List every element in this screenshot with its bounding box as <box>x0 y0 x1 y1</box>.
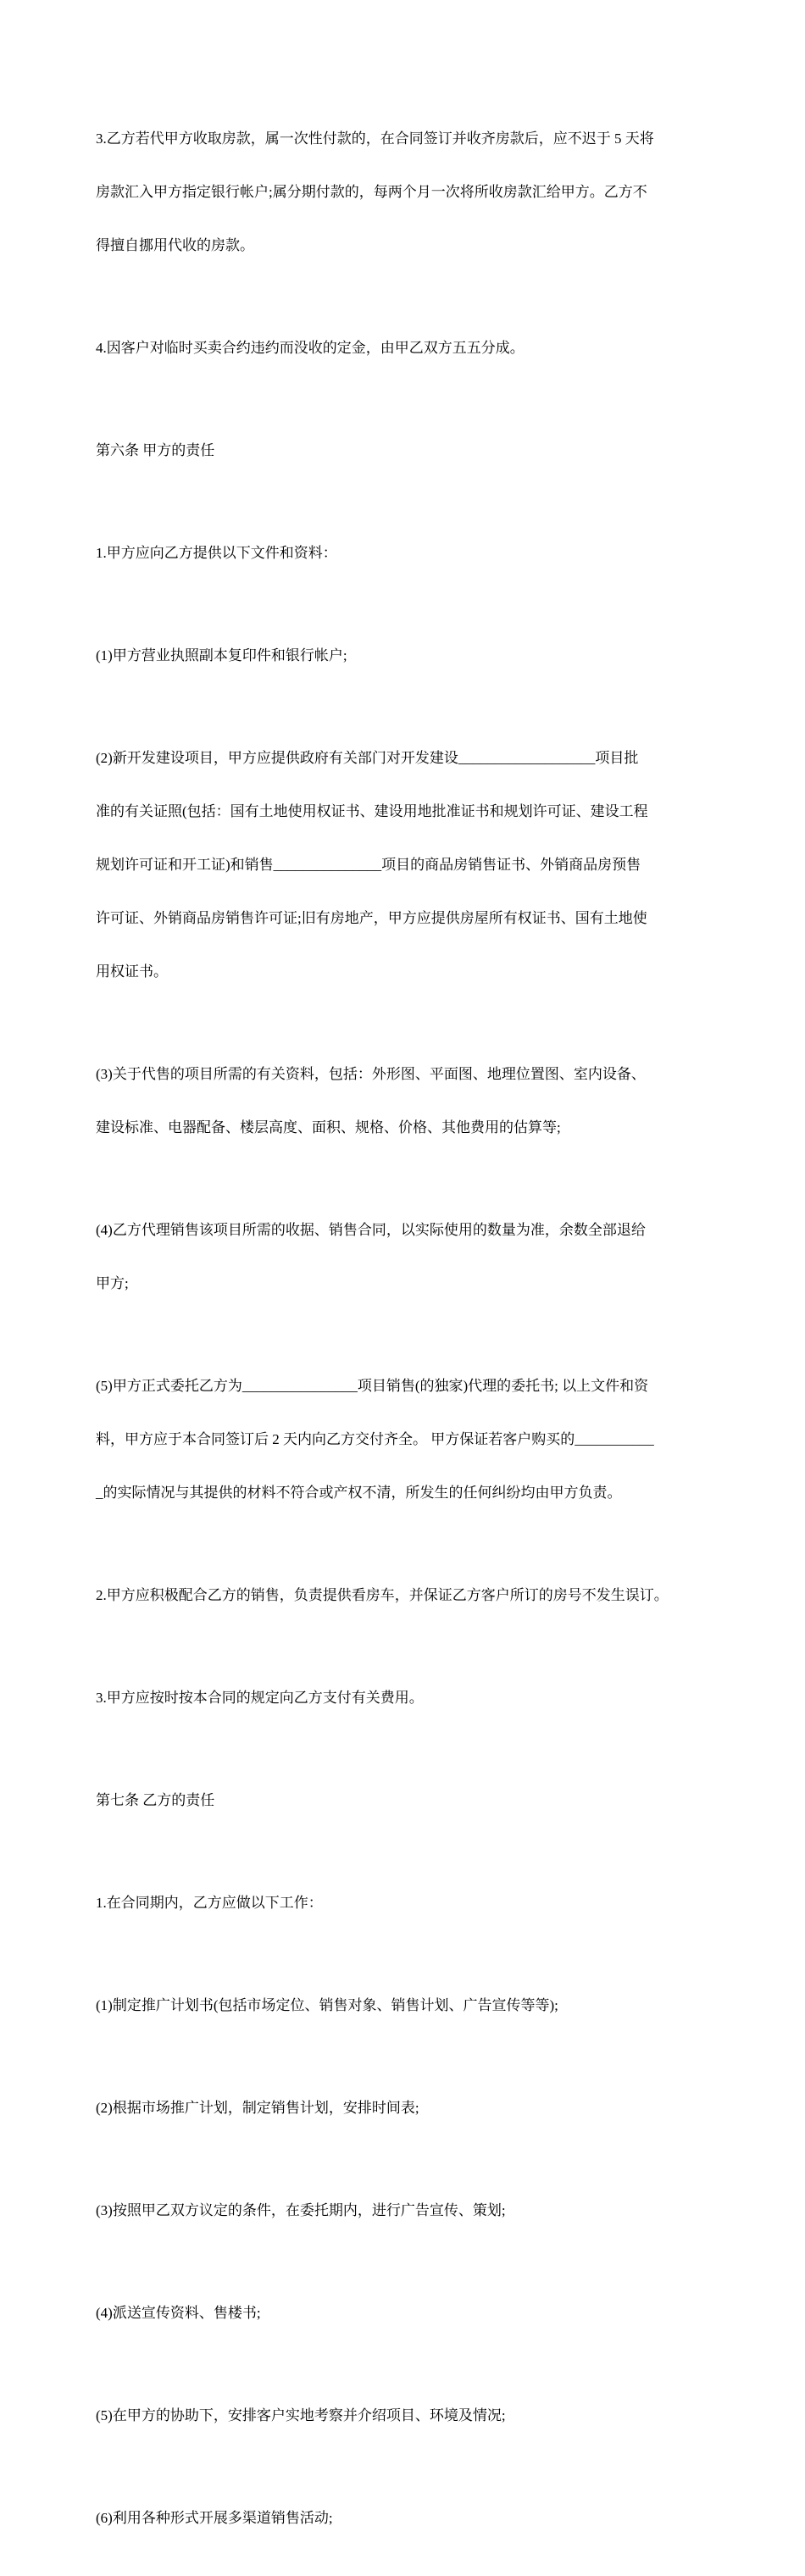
clause-para-7 <box>96 1030 723 1172</box>
clause-para-13 <box>96 1858 723 1947</box>
document-page <box>96 94 723 2576</box>
text-line: 规划许可证和开工证)和销售_______________项目的商品房销售证书、外销商品房预售 <box>96 857 641 873</box>
text-line: 料，甲方应于本合同签订后 2 天内向乙方交付齐全。 甲方保证若客户购买的___________ <box>96 1431 654 1447</box>
text-line: 甲方; <box>96 1275 129 1291</box>
text-line: (3)关于代售的项目所需的有关资料，包括：外形图、平面图、地理位置图、室内设备、 <box>96 1066 646 1082</box>
clause-para-15 <box>96 2063 723 2152</box>
text-line: (3)按照甲乙双方议定的条件，在委托期内，进行广告宣传、策划; <box>96 2202 506 2218</box>
clause-para-8 <box>96 1185 723 1328</box>
text-line: 房款汇入甲方指定银行帐户;属分期付款的，每两个月一次将所收房款汇给甲方。乙方不 <box>96 184 647 200</box>
text-line: 建设标准、电器配备、楼层高度、面积、规格、价格、其他费用的估算等; <box>96 1119 561 1135</box>
text-line: 4.因客户对临时买卖合约违约而没收的定金，由甲乙双方五五分成。 <box>96 340 525 356</box>
text-line: 1.在合同期内，乙方应做以下工作： <box>96 1895 323 1911</box>
clause-para-5 <box>96 611 723 700</box>
clause-para-19 <box>96 2473 723 2562</box>
section-heading-6 <box>96 406 723 495</box>
clause-para-1 <box>96 94 723 290</box>
text-line: 第七条 乙方的责任 <box>96 1792 215 1808</box>
clause-para-10 <box>96 1551 723 1640</box>
section-heading-7 <box>96 1756 723 1845</box>
clause-para-2 <box>96 303 723 392</box>
text-line: _的实际情况与其提供的材料不符合或产权不清，所发生的任何纠纷均由甲方负责。 <box>96 1485 622 1501</box>
text-line: 2.甲方应积极配合乙方的销售，负责提供看房车，并保证乙方客户所订的房号不发生误订。 <box>96 1587 669 1603</box>
clause-para-18 <box>96 2371 723 2460</box>
text-line: (5)在甲方的协助下，安排客户实地考察并介绍项目、环境及情况; <box>96 2407 506 2423</box>
text-line: (2)根据市场推广计划，制定销售计划，安排时间表; <box>96 2100 419 2116</box>
clause-para-4 <box>96 508 723 597</box>
text-line: (1)制定推广计划书(包括市场定位、销售对象、销售计划、广告宣传等等); <box>96 1997 558 2013</box>
text-line: 3.乙方若代甲方收取房款，属一次性付款的，在合同签订并收齐房款后，应不迟于 5 天将 <box>96 130 654 147</box>
clause-para-11 <box>96 1653 723 1742</box>
clause-para-9 <box>96 1341 723 1537</box>
text-line: (1)甲方营业执照副本复印件和银行帐户; <box>96 647 347 663</box>
text-line: (4)派送宣传资料、售楼书; <box>96 2305 261 2321</box>
text-line: (4)乙方代理销售该项目所需的收据、销售合同，以实际使用的数量为准，余数全部退给 <box>96 1222 646 1238</box>
text-line: 准的有关证照(包括：国有土地使用权证书、建设用地批准证书和规划许可证、建设工程 <box>96 803 648 819</box>
text-line: 1.甲方应向乙方提供以下文件和资料： <box>96 545 337 561</box>
text-line: 许可证、外销商品房销售许可证;旧有房地产，甲方应提供房屋所有权证书、国有土地使 <box>96 910 647 926</box>
clause-para-16 <box>96 2166 723 2255</box>
text-line: 第六条 甲方的责任 <box>96 442 215 458</box>
text-line: (6)利用各种形式开展多渠道销售活动; <box>96 2510 333 2526</box>
clause-para-6 <box>96 713 723 1016</box>
text-line: 得擅自挪用代收的房款。 <box>96 237 254 253</box>
text-line: 3.甲方应按时按本合同的规定向乙方支付有关费用。 <box>96 1690 424 1706</box>
text-line: (5)甲方正式委托乙方为________________项目销售(的独家)代理的委托书; 以上文件和资 <box>96 1378 649 1394</box>
text-line: 用权证书。 <box>96 963 168 980</box>
text-line: (2)新开发建设项目，甲方应提供政府有关部门对开发建设___________________项目批 <box>96 750 639 766</box>
clause-para-14 <box>96 1961 723 2050</box>
clause-para-17 <box>96 2268 723 2357</box>
